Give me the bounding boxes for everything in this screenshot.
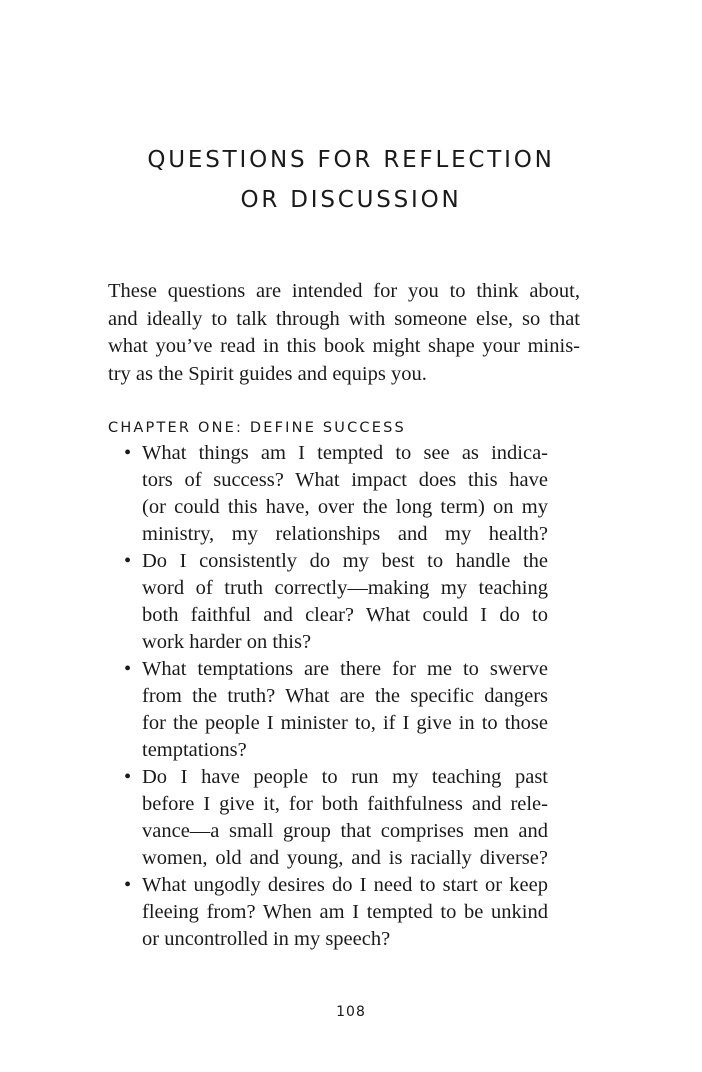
page-title-line-1: QUESTIONS FOR REFLECTION: [147, 147, 555, 173]
bullet-icon: •: [124, 658, 132, 680]
question-line: ministry, my relationships and my health?: [142, 523, 548, 545]
question-line: women, old and young, and is racially diverse?: [142, 847, 548, 869]
question-line: tors of success? What impact does this have: [142, 469, 548, 491]
question-item: [122, 440, 548, 548]
page-title: [0, 140, 702, 220]
question-list: [122, 440, 548, 953]
question-line: word of truth correctly—making my teaching: [142, 577, 548, 599]
question-line: from the truth? What are the specific dangers: [142, 685, 548, 707]
question-line: or uncontrolled in my speech?: [142, 928, 391, 950]
page-number: 108: [336, 1004, 366, 1020]
question-item: [122, 872, 548, 953]
bullet-icon: •: [124, 874, 132, 896]
question-line: What ungodly desires do I need to start or keep: [142, 874, 548, 896]
intro-line: and ideally to talk through with someone else, so that: [108, 307, 580, 330]
question-line: What temptations are there for me to swerve: [142, 658, 548, 680]
bullet-icon: •: [124, 442, 132, 464]
question-line: both faithful and clear? What could I do to: [142, 604, 548, 626]
question-line: fleeing from? When am I tempted to be unkind: [142, 901, 548, 923]
question-item: [122, 764, 548, 872]
question-line: (or could this have, over the long term) on my: [142, 496, 548, 518]
intro-line: what you’ve read in this book might shape your minis-: [108, 335, 580, 357]
question-line: for the people I minister to, if I give in to those: [142, 712, 548, 734]
question-line: work harder on this?: [142, 631, 312, 653]
question-line: vance—a small group that comprises men and: [142, 820, 548, 842]
intro-line: These questions are intended for you to think about,: [108, 280, 580, 302]
question-line: Do I have people to run my teaching past: [142, 766, 548, 788]
question-line: before I give it, for both faithfulness and rele-: [142, 793, 548, 815]
bullet-icon: •: [124, 550, 132, 572]
question-item: [122, 656, 548, 764]
page-title-line-2: OR DISCUSSION: [240, 187, 462, 213]
bullet-icon: •: [124, 766, 132, 788]
intro-paragraph: [108, 278, 580, 388]
intro-line: try as the Spirit guides and equips you.: [108, 362, 427, 385]
chapter-heading: CHAPTER ONE: DEFINE SUCCESS: [108, 420, 406, 436]
question-line: What things am I tempted to see as indica-: [142, 442, 548, 464]
question-item: [122, 548, 548, 656]
question-line: temptations?: [142, 739, 247, 761]
question-line: Do I consistently do my best to handle the: [142, 550, 548, 572]
